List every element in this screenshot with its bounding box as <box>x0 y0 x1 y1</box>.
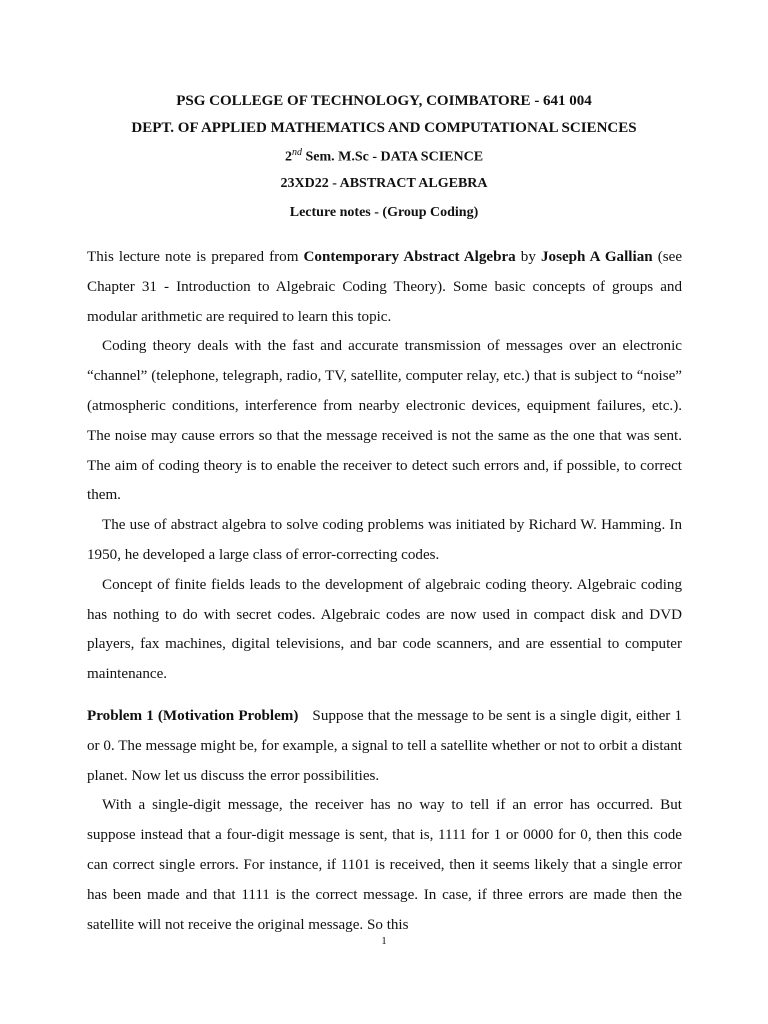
lecture-notes-subtitle: Lecture notes - (Group Coding) <box>289 205 479 220</box>
semester-number: 2 <box>284 149 292 165</box>
intro-section <box>87 243 682 690</box>
problem-paragraph-2: With a single-digit message, the receiver has no way to tell if an error has occurred. But suppose instead that a four-digit message is sent, that is, 1111 for 1 or 0000 for 0, then this code can correct single errors. For instance, if 1101 is received, then it seems likely that a single error has been made and that 1111 is the correct message. In case, if three errors are made then the satellite will not receive the original message. So this <box>87 797 682 933</box>
problem-paragraph-1 <box>87 702 682 791</box>
book-author: Joseph A Gallian <box>540 249 653 265</box>
semester-line <box>0 147 768 166</box>
college-title: PSG COLLEGE OF TECHNOLOGY, COIMBATORE - 641 004 <box>176 93 592 109</box>
problem-heading: Problem 1 (Motivation Problem) <box>87 708 299 724</box>
intro-p1-text-c: (see Chapter 31 - Introduction to Algebraic Coding Theory). Some basic concepts of groups and modular arithmetic are required to learn this topic. <box>87 249 683 325</box>
department-title: DEPT. OF APPLIED MATHEMATICS AND COMPUTATIONAL SCIENCES <box>131 120 637 136</box>
problem-section <box>87 702 682 940</box>
intro-paragraph-2: Coding theory deals with the fast and accurate transmission of messages over an electronic “channel” (telephone, telegraph, radio, TV, satellite, computer relay, etc.) that is subject to “noise” (atmospheric conditions, interference from nearby electronic devices, equipment failures, etc.). The noise may cause errors so that the message received is not the same as the one that was sent. The aim of coding theory is to enable the receiver to detect such errors and, if possible, to correct them. <box>87 338 682 504</box>
intro-paragraph-1 <box>87 243 682 332</box>
intro-paragraph-4: Concept of finite fields leads to the development of algebraic coding theory. Algebraic coding has nothing to do with secret codes. Algebraic codes are now used in compact disk and DVD players, fax machines, digital televisions, and bar code scanners, and are essential to computer maintenance. <box>87 576 682 683</box>
book-title: Contemporary Abstract Algebra <box>303 249 516 265</box>
course-title: 23XD22 - ABSTRACT ALGEBRA <box>280 176 488 191</box>
semester-ordinal-suffix: nd <box>291 147 302 158</box>
semester-program: Sem. M.Sc - DATA SCIENCE <box>301 149 484 165</box>
intro-p1-text-b: by <box>515 249 541 265</box>
intro-paragraph-3: The use of abstract algebra to solve coding problems was initiated by Richard W. Hamming. In 1950, he developed a large class of error-correcting codes. <box>87 517 682 563</box>
page-number: 1 <box>381 935 387 947</box>
intro-p1-text-a: This lecture note is prepared from <box>87 249 304 265</box>
problem-p1-text: Suppose that the message to be sent is a single digit, either 1 or 0. The message might be, for example, a signal to tell a satellite whether or not to orbit a distant planet. Now let us discuss the error possibilities. <box>87 708 683 784</box>
